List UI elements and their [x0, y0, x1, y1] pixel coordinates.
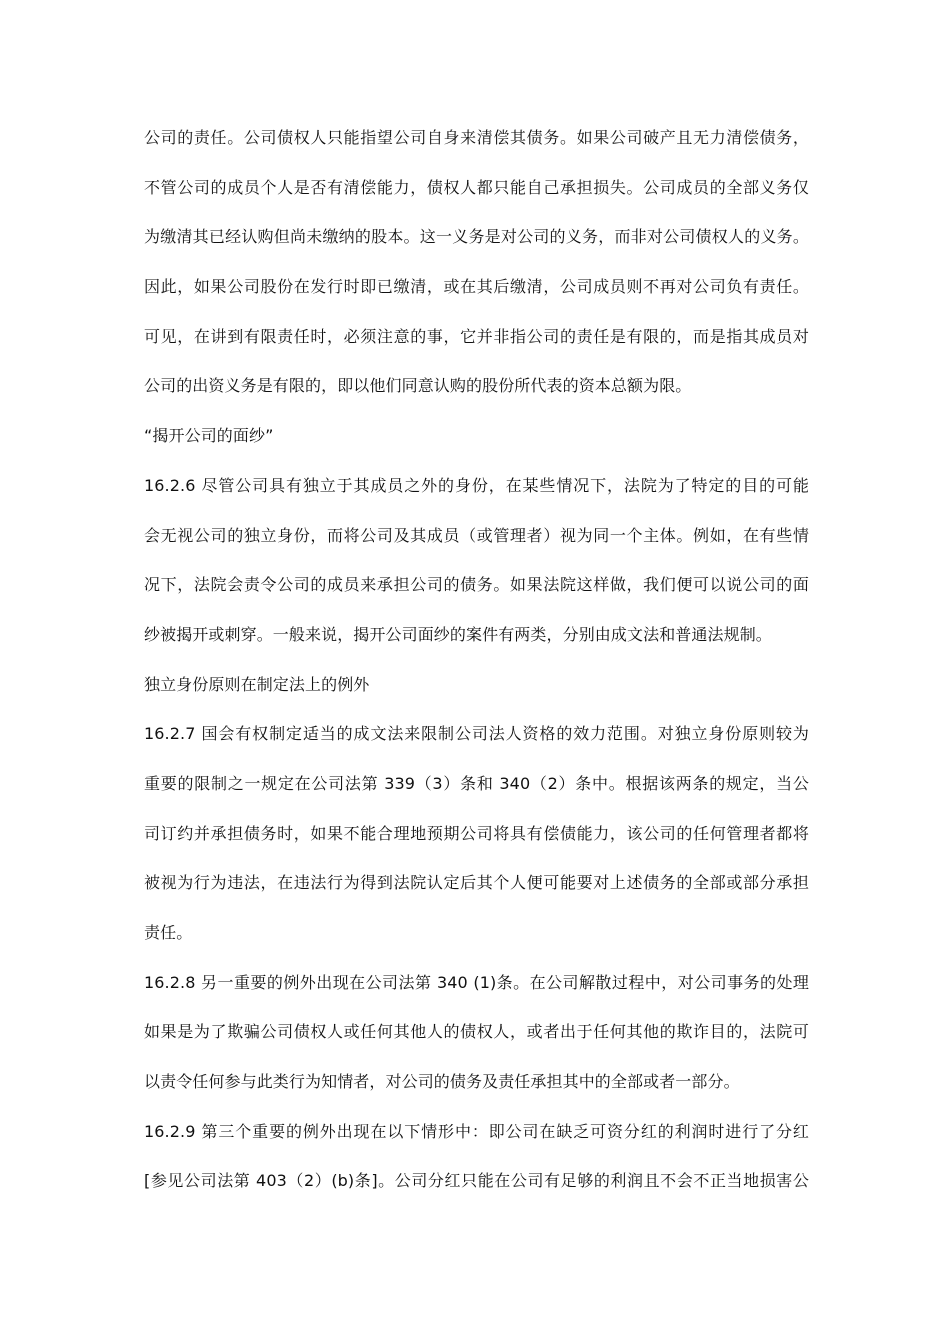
document-body: [144, 113, 809, 1206]
body-text-line: [参见公司法第 403（2）(b)条]。公司分红只能在公司有足够的利润且不会不正当地损害公: [144, 1171, 809, 1191]
body-text-line: 况下，法院会责令公司的成员来承担公司的债务。如果法院这样做，我们便可以说公司的面: [144, 575, 809, 595]
body-text-line: 如果是为了欺骗公司债权人或任何其他人的债权人，或者出于任何其他的欺诈目的，法院可: [144, 1022, 809, 1042]
section-heading: “揭开公司的面纱”: [144, 426, 274, 446]
body-text-line: 为缴清其已经认购但尚未缴纳的股本。这一义务是对公司的义务，而非对公司债权人的义务。: [144, 227, 809, 247]
body-text-line: 纱被揭开或刺穿。一般来说，揭开公司面纱的案件有两类，分别由成文法和普通法规制。: [144, 624, 772, 644]
body-text-line: 被视为行为违法，在违法行为得到法院认定后其个人便可能要对上述债务的全部或部分承担: [144, 873, 809, 893]
body-text-line: 重要的限制之一规定在公司法第 339（3）条和 340（2）条中。根据该两条的规定，当公: [144, 773, 809, 793]
body-text-line: 责任。: [144, 923, 193, 942]
body-text-line: 公司的责任。公司债权人只能指望公司自身来清偿其债务。如果公司破产且无力清偿债务，: [144, 128, 809, 147]
body-text-line: 公司的出资义务是有限的，即以他们同意认购的股份所代表的资本总额为限。: [144, 376, 692, 396]
section-heading: 独立身份原则在制定法上的例外: [144, 674, 370, 694]
body-text-line: 16.2.7 国会有权制定适当的成文法来限制公司法人资格的效力范围。对独立身份原则较为: [144, 724, 809, 744]
body-text-line: 以责令任何参与此类行为知情者，对公司的债务及责任承担其中的全部或者一部分。: [144, 1072, 740, 1092]
body-text-line: 16.2.9 第三个重要的例外出现在以下情形中：即公司在缺乏可资分红的利润时进行了分红: [144, 1121, 809, 1141]
body-text-line: 司订约并承担债务时，如果不能合理地预期公司将具有偿债能力，该公司的任何管理者都将: [144, 823, 809, 843]
body-text-line: 不管公司的成员个人是否有清偿能力，债权人都只能自己承担损失。公司成员的全部义务仅: [144, 177, 809, 197]
body-text-line: 会无视公司的独立身份，而将公司及其成员（或管理者）视为同一个主体。例如，在有些情: [144, 525, 809, 545]
body-text-line: 16.2.6 尽管公司具有独立于其成员之外的身份，在某些情况下，法院为了特定的目的可能: [144, 475, 809, 495]
body-text-line: 可见，在讲到有限责任时，必须注意的事，它并非指公司的责任是有限的，而是指其成员对: [144, 326, 809, 346]
body-text-line: 16.2.8 另一重要的例外出现在公司法第 340 (1)条。在公司解散过程中，对公司事务的处理: [144, 972, 809, 992]
body-text-line: 因此，如果公司股份在发行时即已缴清，或在其后缴清，公司成员则不再对公司负有责任。: [144, 277, 809, 297]
